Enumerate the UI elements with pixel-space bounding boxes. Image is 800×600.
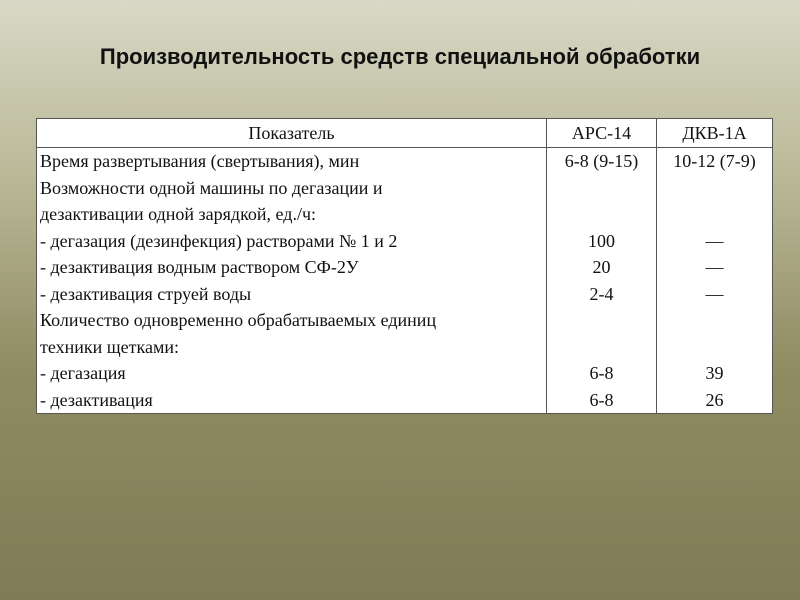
table-cell: 6-8 (589, 389, 614, 410)
table-cell: Количество одновременно обрабатываемых единиц (40, 310, 437, 330)
table-header-row (37, 119, 773, 148)
table-cell (657, 307, 772, 334)
indicator-column (37, 148, 547, 414)
table-cell: - дезактивация струей воды (40, 283, 252, 304)
table-cell (657, 201, 772, 228)
header-dkv-1a: ДКВ-1А (657, 119, 773, 148)
page-title: Производительность средств специальной обработки (99, 44, 701, 69)
table-cell (547, 201, 656, 228)
table-cell: - дегазация (дезинфекция) растворами № 1 и 2 (40, 230, 398, 251)
table-cell: 39 (705, 363, 724, 383)
table-cell: Возможности одной машины по дегазации и (40, 177, 383, 198)
table-cell: — (705, 230, 724, 251)
performance-table (36, 118, 773, 414)
table-cell (547, 175, 656, 202)
header-ars-14: АРС-14 (547, 119, 657, 148)
dkv-1a-column (657, 148, 773, 414)
table-cell: - дегазация (40, 363, 126, 383)
table-cell: — (705, 257, 724, 277)
table-cell: 6-8 (589, 363, 614, 383)
table-cell: 10-12 (7-9) (673, 151, 756, 171)
table-cell: техники щетками: (40, 336, 179, 357)
table-cell (547, 307, 656, 334)
table-cell: 2-4 (589, 283, 614, 304)
table-cell: 20 (592, 257, 611, 277)
ars-14-column (547, 148, 657, 414)
table-cell: 100 (588, 230, 615, 251)
table-cell: — (705, 283, 724, 304)
table-cell: 6-8 (9-15) (564, 151, 639, 171)
table-cell (657, 334, 772, 361)
header-indicator: Показатель (37, 119, 547, 148)
table-cell (547, 334, 656, 361)
table-cell: дезактивации одной зарядкой, ед./ч: (40, 204, 316, 224)
table-cell: 26 (705, 389, 724, 410)
table-body-row (37, 148, 773, 414)
table-cell: - дезактивация (40, 389, 153, 410)
table-cell: - дезактивация водным раствором СФ-2У (40, 257, 359, 277)
table-cell (657, 175, 772, 202)
table-cell: Время развертывания (свертывания), мин (40, 151, 360, 171)
